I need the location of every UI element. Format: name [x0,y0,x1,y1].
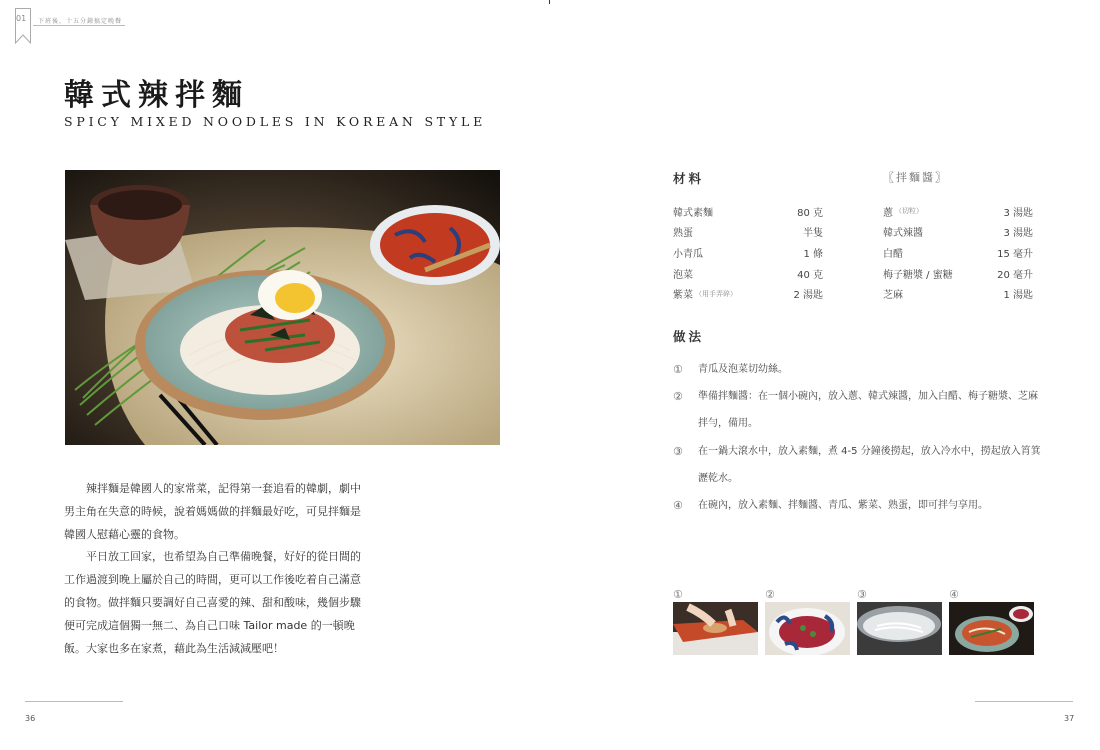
step-photo-mixing [949,602,1034,655]
step-number: ④ [673,499,683,513]
ingredient-qty: 2 湯匙 [793,290,823,302]
sauce-row [883,222,1033,243]
chapter-underline [33,25,125,26]
intro-paragraph-2: 平日放工回家，也希望為自己準備晚餐，好好的從日間的工作過渡到晚上屬於自己的時間，更可以工作後吃着自己滿意的食物。做拌麵只要調好自己喜愛的辣、甜和酸味，幾個步驟便可完成這個獨一無二、為自己口味 Tailor made 的一頓晚飯。大家也多在家煮，藉此為生活減減壓吧！ [64,550,361,655]
ingredient-name: 熟蛋 [673,228,693,240]
step-photo-mixing-illustration [949,602,1034,655]
ingredient-row [673,201,823,222]
dish-photo [65,170,500,445]
step-photo-sauce [765,602,850,655]
ingredient-name: 韓式素麵 [673,207,713,219]
thumbnail-number: ③ [857,588,867,601]
step-thumbnail-2 [765,588,850,655]
ingredient-qty: 1 條 [803,248,823,260]
sauce-name: 芝麻 [883,290,903,302]
footer-rule-left [25,701,123,702]
sauce-name: 梅子糖漿 / 蜜糖 [883,269,953,281]
footer-rule-right [975,701,1073,702]
chapter-tab [15,8,31,44]
step-text: 在碗內，放入素麵、拌麵醬、青瓜、紫菜、熟蛋，即可拌勻享用。 [698,500,988,512]
thumbnail-number: ④ [949,588,959,601]
method-step [673,383,1043,437]
intro-text [64,478,364,660]
step-photo-boiling [857,602,942,655]
method-heading: 做法 [673,329,705,344]
sauce-row [883,201,1033,222]
chapter-number: 01 [16,14,27,23]
thumbnail-number: ② [765,588,775,601]
ingredient-qty: 40 克 [797,269,823,281]
sauce-row [883,263,1033,284]
step-thumbnail-3 [857,588,942,655]
sauce-row [883,242,1033,263]
center-fold-mark [549,0,550,4]
step-thumbnail-1 [673,588,758,655]
step-text: 青瓜及泡菜切幼絲。 [698,364,788,375]
ingredient-row [673,263,823,284]
step-number: ② [673,390,683,404]
ingredient-qty: 80 克 [797,207,823,219]
ingredient-name: 泡菜 [673,269,693,281]
sauce-name: 白醋 [883,248,903,260]
step-text: 在一鍋大滾水中，放入素麵，煮 4-5 分鐘後撈起，放入冷水中，撈起放入筲箕瀝乾水。 [698,445,1041,484]
step-thumbnail-4 [949,588,1034,655]
sauce-list [883,201,1033,304]
sauce-heading: 〖拌麵醬〗 [883,171,948,184]
thumbnail-number: ① [673,588,683,601]
sauce-note: （切粒） [895,207,923,216]
sauce-row [883,283,1033,304]
sauce-name: 韓式辣醬 [883,228,923,240]
sauce-qty: 20 毫升 [997,269,1033,281]
page-number-right: 37 [1064,714,1075,723]
method-step [673,356,1043,383]
recipe-subtitle: SPICY MIXED NOODLES IN KOREAN STYLE [64,114,487,129]
method-steps [673,356,1043,519]
sauce-qty: 3 湯匙 [1003,228,1033,240]
step-number: ① [673,363,683,376]
dish-photo-illustration [65,170,500,445]
ingredient-note: （用手弄碎） [695,289,737,298]
ingredient-name: 小青瓜 [673,248,703,260]
step-photo-boiling-illustration [857,602,942,655]
step-photo-cutting [673,602,758,655]
ingredients-heading: 材料 [673,171,705,186]
step-photo-sauce-illustration [765,602,850,655]
recipe-title: 韓式辣拌麵 [64,78,249,113]
intro-paragraph-1: 辣拌麵是韓國人的家常菜，記得第一套追看的韓劇，劇中男主角在失意的時候，說着媽媽做的拌麵最好吃，可見拌麵是韓國人慰藉心靈的食物。 [64,482,361,541]
ingredient-qty: 半隻 [803,228,823,240]
chapter-title: 下班後，十五分鐘搞定晚餐 [38,18,123,25]
step-photo-cutting-illustration [673,602,758,655]
method-step [673,492,1043,519]
page-number-left: 36 [25,714,36,723]
method-step [673,438,1043,492]
sauce-qty: 1 湯匙 [1003,290,1033,302]
sauce-qty: 15 毫升 [997,248,1033,260]
ingredient-row [673,283,823,304]
sauce-qty: 3 湯匙 [1003,207,1033,219]
ingredient-row [673,242,823,263]
ingredient-name: 紫菜 [673,290,693,302]
ingredient-row [673,222,823,243]
step-number: ③ [673,444,683,458]
step-text: 準備拌麵醬：在一個小碗內，放入蔥、韓式辣醬，加入白醋、梅子糖漿、芝麻拌勻，備用。 [698,391,1038,430]
sauce-name: 蔥 [883,207,893,219]
ingredients-list [673,201,823,304]
